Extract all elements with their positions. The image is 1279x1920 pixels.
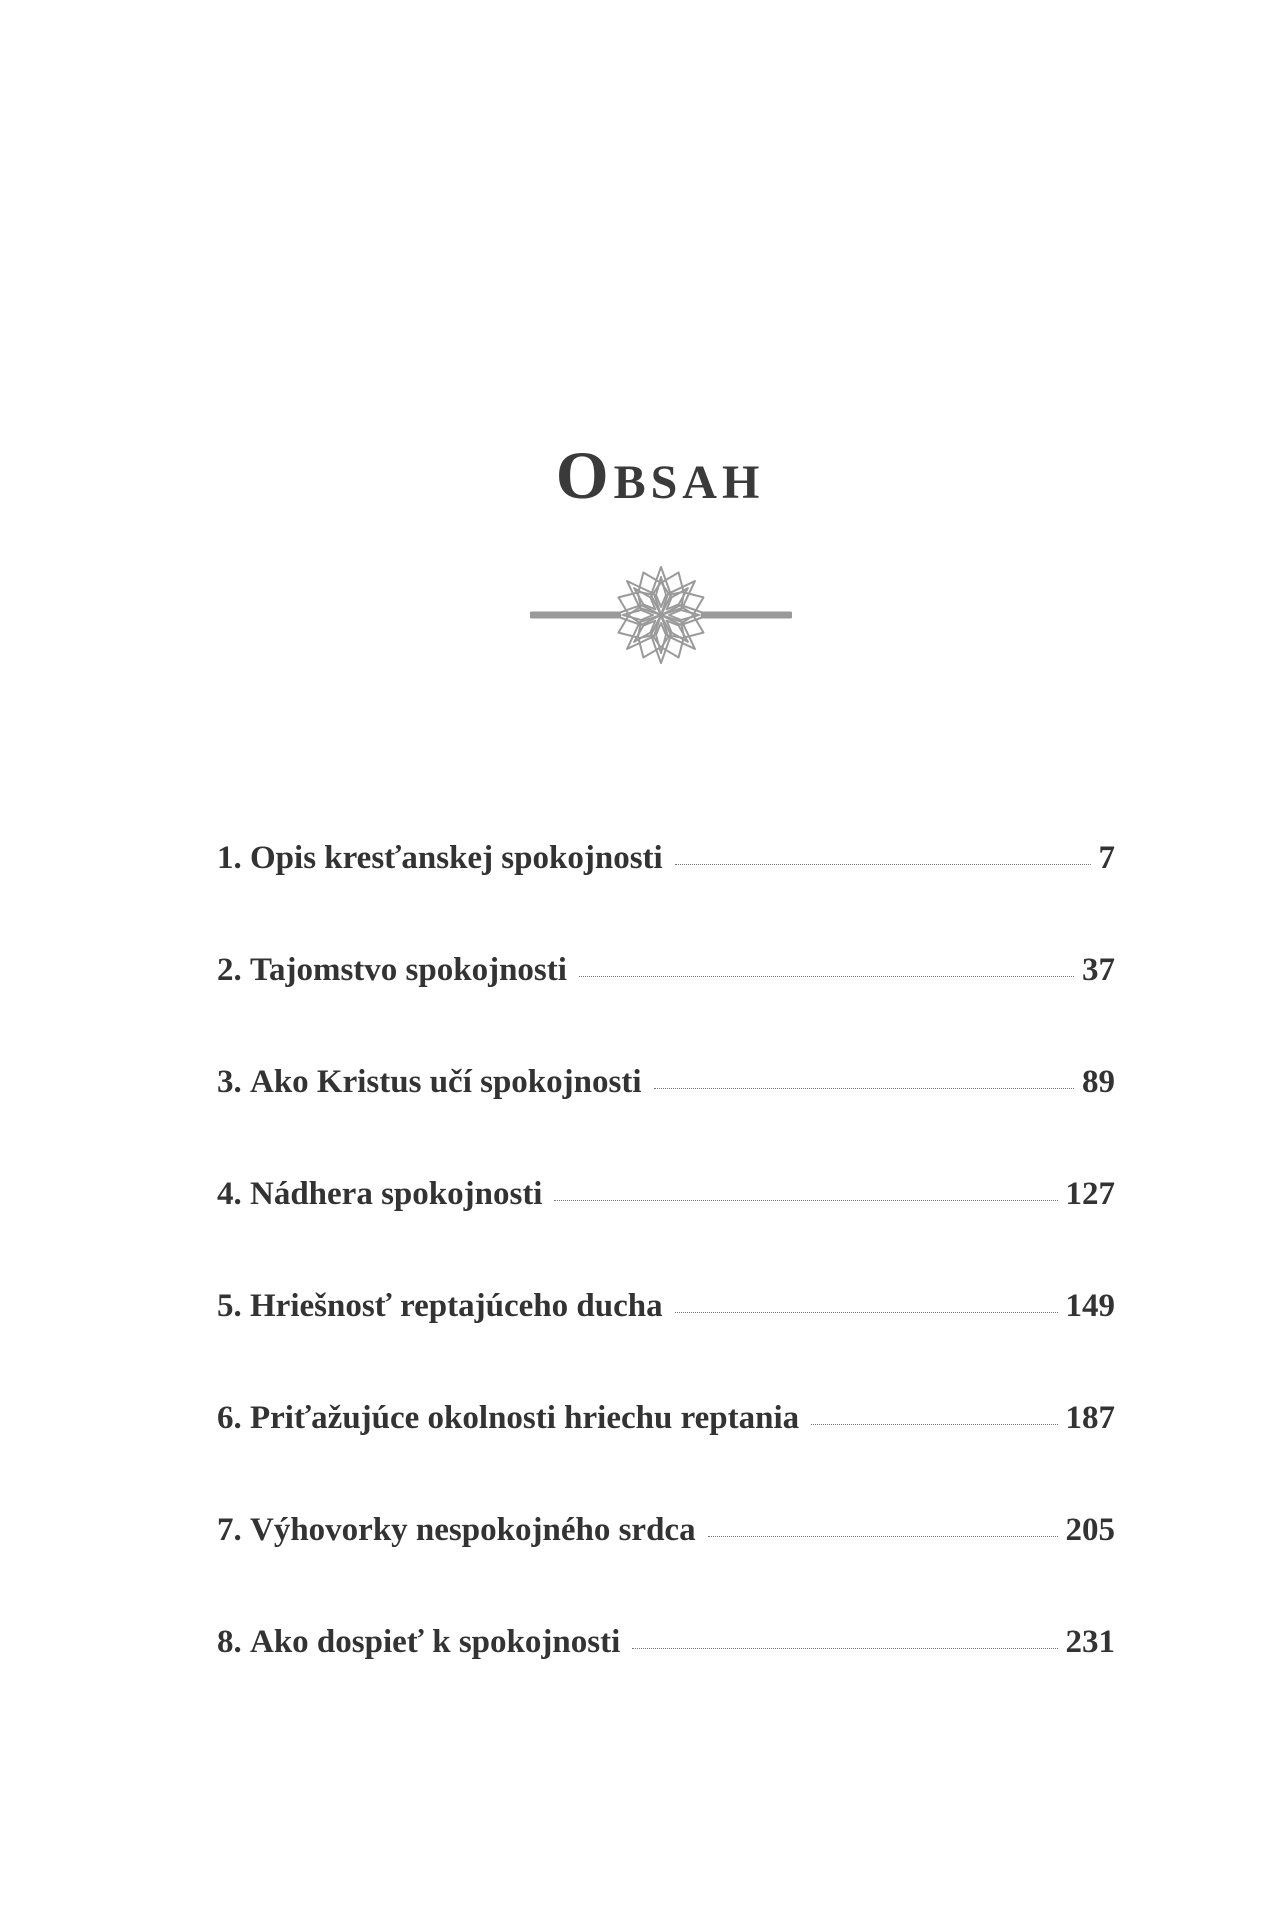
- toc-entry-page: 7: [1098, 840, 1115, 876]
- toc-entry-page: 187: [1065, 1400, 1115, 1436]
- toc-entry-page: 205: [1065, 1512, 1115, 1548]
- dot-leader: [632, 1648, 1057, 1649]
- toc-entry-page: 231: [1065, 1624, 1115, 1660]
- toc-entry-number: 8.: [217, 1624, 242, 1660]
- toc-entry[interactable]: [217, 1624, 1115, 1736]
- toc-entry-number: 4.: [217, 1176, 242, 1212]
- toc-entry[interactable]: [217, 1512, 1115, 1624]
- dot-leader: [579, 976, 1074, 977]
- toc-entry[interactable]: [217, 1064, 1115, 1176]
- toc-entry-page: 37: [1082, 952, 1115, 988]
- toc-entry-title: Výhovorky nespokojného srdca: [250, 1512, 696, 1548]
- toc-entry-title: Priťažujúce okolnosti hriechu reptania: [250, 1400, 800, 1436]
- toc-entry-page: 89: [1082, 1064, 1115, 1100]
- toc-entry[interactable]: [217, 1288, 1115, 1400]
- toc-entry-page: 149: [1065, 1288, 1115, 1324]
- dot-leader: [554, 1200, 1057, 1201]
- toc-entry-number: 5.: [217, 1288, 242, 1324]
- toc-entry[interactable]: [217, 1176, 1115, 1288]
- toc-entry-title: Opis kresťanskej spokojnosti: [250, 840, 663, 876]
- toc-entry-title: Ako Kristus učí spokojnosti: [250, 1064, 642, 1100]
- dot-leader: [675, 864, 1091, 865]
- toc-entry[interactable]: [217, 952, 1115, 1064]
- toc-entry-title: Nádhera spokojnosti: [250, 1176, 543, 1212]
- toc-entry-number: 2.: [217, 952, 242, 988]
- page-title: Obsah: [555, 436, 765, 513]
- toc-entry-page: 127: [1065, 1176, 1115, 1212]
- toc-entry-number: 1.: [217, 840, 242, 876]
- toc-entry[interactable]: [217, 840, 1115, 952]
- toc-entry[interactable]: [217, 1400, 1115, 1512]
- toc-entry-number: 3.: [217, 1064, 242, 1100]
- toc-entry-number: 7.: [217, 1512, 242, 1548]
- toc-entry-title: Ako dospieť k spokojnosti: [250, 1624, 621, 1660]
- table-of-contents: [217, 840, 1115, 1736]
- dot-leader: [654, 1088, 1074, 1089]
- star-ornament-icon: [530, 560, 792, 670]
- dot-leader: [811, 1424, 1057, 1425]
- toc-entry-title: Hriešnosť reptajúceho ducha: [250, 1288, 663, 1324]
- dot-leader: [708, 1536, 1058, 1537]
- toc-entry-title: Tajomstvo spokojnosti: [250, 952, 567, 988]
- dot-leader: [675, 1312, 1058, 1313]
- toc-entry-number: 6.: [217, 1400, 242, 1436]
